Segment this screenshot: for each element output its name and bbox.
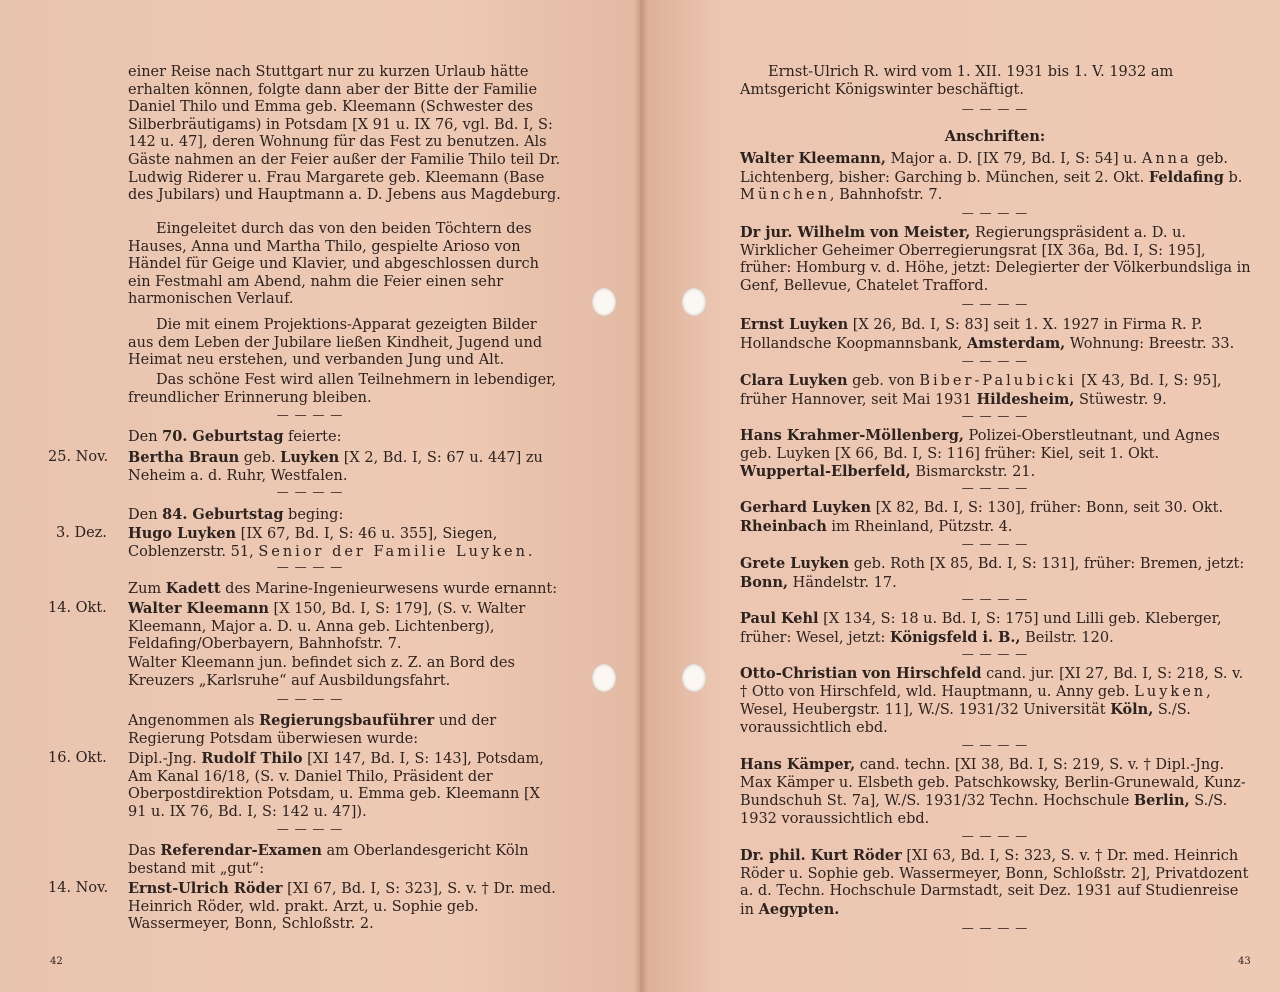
paragraph-text: Das schöne Fest wird allen Teilnehmern in lebendiger, freundlicher Erinnerung bleiben. <box>128 372 557 406</box>
person-name: Ernst Luyken <box>740 316 849 333</box>
address-entry <box>740 224 1252 295</box>
entry-intro <box>128 580 562 599</box>
text: [X 134, S: 18 u. Bd. I, S: 175] und Lilli geb. Kleberger, früher: Wesel, jetzt: <box>740 611 1222 646</box>
entry-body <box>128 880 562 934</box>
text: Beilstr. 120. <box>1020 629 1114 646</box>
entry-body <box>128 449 562 485</box>
address-entry <box>740 555 1252 592</box>
place-name: Amsterdam, <box>966 334 1066 352</box>
separator: — — — — <box>961 647 1029 661</box>
text: geb. <box>239 450 281 466</box>
person-name: Clara Luyken <box>740 372 848 389</box>
text: Major a. D. [IX 79, Bd. I, S: 54] u. <box>885 151 1142 167</box>
text: Senior der Familie Luyken. <box>258 543 536 560</box>
address-entry <box>740 150 1252 205</box>
person-name: Bertha Braun <box>128 449 240 466</box>
person-name: Hugo Luyken <box>128 525 237 542</box>
text: Polizei-Oberstleutnant, und Agnes geb. Luyken [X 66, Bd. I, S: 116] früher: Kiel, seit 1. Okt. <box>740 428 1220 462</box>
text: am Oberlandesgericht Köln bestand mit „gut“: <box>128 843 529 877</box>
text: [X 82, Bd. I, S: 130], früher: Bonn, seit 30. Okt. <box>871 500 1224 516</box>
text: Walter Kleemann jun. befindet sich z. Z. an Bord des Kreuzers „Karlsruhe“ auf Ausbildungsfahrt. <box>128 655 515 689</box>
text: Wohnung: Breestr. 33. <box>1065 335 1235 352</box>
separator: — — — — <box>961 738 1029 752</box>
person-name: Hans Kämper, <box>740 756 856 773</box>
entry-body <box>128 750 562 821</box>
text: im Rheinland, Pützstr. 4. <box>826 518 1013 535</box>
separator: — — — — <box>961 921 1029 935</box>
text: Das <box>128 843 161 859</box>
place-name: Bonn, <box>740 573 789 591</box>
entry-note <box>128 655 562 690</box>
person-name: Gerhard Luyken <box>740 499 871 516</box>
text: , Bahnhofstr. 7. <box>829 187 943 204</box>
separator: — — — — <box>961 206 1029 220</box>
separator: — — — — <box>961 297 1029 311</box>
text: Bismarckstr. 21. <box>910 464 1036 481</box>
place-name: Rheinbach <box>740 517 827 535</box>
left-para-3 <box>128 317 562 370</box>
separator: — — — — <box>276 485 344 499</box>
address-entry <box>740 610 1252 647</box>
left-para-2 <box>128 221 562 309</box>
right-page <box>640 0 1280 992</box>
entry-body <box>128 525 562 561</box>
text: Stüwestr. 9. <box>1074 391 1167 408</box>
text: Händelstr. 17. <box>788 574 897 591</box>
person-name: Hans Krahmer-Möllenberg, <box>740 427 964 444</box>
family-name: Luyken <box>280 449 340 466</box>
person-name: Otto-Christian von Hirschfeld <box>740 665 982 682</box>
text: Anna <box>1141 151 1192 167</box>
person-name: Dr. phil. Kurt Röder <box>740 847 902 864</box>
text: [XI 63, Bd. I, S: 323, S. v. † Dr. med. Heinrich Röder u. Sophie geb. Wassermeyer, Bonn, Schloßstr. 2], Privatdozent a. d. Techn. Hochschule Darmstadt, seit Dez. 1931 auf Studienreise in <box>740 848 1249 918</box>
text: Biber-Palubicki <box>919 373 1077 389</box>
book-gutter <box>634 0 648 992</box>
text: geb. von <box>847 373 920 389</box>
punch-hole <box>682 288 706 316</box>
event-label: 70. Geburtstag <box>162 428 284 445</box>
text: [XI 67, Bd. I, S: 323], S. v. † Dr. med. Heinrich Röder, wld. prakt. Arzt, u. Sophie geb. Wassermeyer, Bonn, Schloßstr. 2. <box>128 881 556 933</box>
entry-body <box>128 600 562 654</box>
address-entry <box>740 499 1252 536</box>
text: Angenommen als <box>128 713 260 729</box>
person-name: Dr jur. Wilhelm von Meister, <box>740 224 971 241</box>
text: und der Regierung Potsdam überwiesen wurde: <box>128 713 497 747</box>
text: Den <box>128 507 163 523</box>
page-number: 43 <box>1238 956 1251 967</box>
place-name: Aegypten. <box>758 900 840 918</box>
entry-intro <box>128 712 562 748</box>
text: Zum <box>128 581 166 597</box>
text: München <box>740 187 830 204</box>
separator: — — — — <box>961 592 1029 606</box>
place-name: Köln, <box>1110 701 1154 719</box>
text: Dipl.-Jng. <box>128 751 202 767</box>
place-name: Berlin, <box>1133 792 1190 810</box>
text: S./S. 1932 voraussichtlich ebd. <box>740 793 1228 827</box>
left-para-1 <box>128 64 562 205</box>
person-name: Paul Kehl <box>740 610 819 627</box>
person-name: Rudolf Thilo <box>201 750 303 767</box>
text: [X 2, Bd. I, S: 67 u. 447] zu Neheim a. d. Ruhr, Westfalen. <box>128 450 543 484</box>
text: feierte: <box>283 429 342 445</box>
text: b. <box>1223 169 1243 186</box>
paragraph-text: einer Reise nach Stuttgart nur zu kurzen Urlaub hätte erhalten können, folgte dann aber der Bitte der Familie Daniel Thilo und Emma geb. Kleemann (Schwester des Silberbräutigams) in Potsdam [X 91 u. IX 76, vgl. Bd. I, S: 142 u. 47], deren Wohnung für das Fest zu benutzen. Als Gäste nahmen an der Feier außer der Familie Thilo teil Dr. Ludwig Riderer u. Frau Margarete geb. Kleemann (Base des Jubilars) und Hauptmann a. D. Jebens aus Magdeburg. <box>128 64 561 204</box>
separator: — — — — <box>276 692 344 706</box>
text: S./S. voraussichtlich ebd. <box>740 702 1191 736</box>
event-label: Kadett <box>165 580 221 597</box>
address-entry <box>740 665 1252 737</box>
entry-intro <box>128 428 562 447</box>
text: beging: <box>283 507 344 523</box>
text: des Marine-Ingenieurwesens wurde ernannt: <box>220 581 558 597</box>
entry-date: 14. Nov. <box>48 880 109 896</box>
text: Regierungspräsident a. D. u. Wirklicher Geheimer Oberregierungsrat [IX 36a, Bd. I, S: 195], früher: Homburg v. d. Höhe, jetzt: Delegierter der Völkerbundsliga in Genf, Bellevue, Chatelet Trafford. <box>740 225 1251 294</box>
text: [X 26, Bd. I, S: 83] seit 1. X. 1927 in Firma R. P. Hollandsche Koopmannsbank, <box>740 317 1203 352</box>
entry-intro <box>128 842 562 878</box>
punch-hole <box>592 664 616 692</box>
place-name: Königsfeld i. B., <box>890 628 1021 646</box>
address-entry <box>740 756 1252 828</box>
address-entry <box>740 372 1252 409</box>
place-name: Hildesheim, <box>976 390 1075 408</box>
punch-hole <box>682 664 706 692</box>
text: cand. jur. [XI 27, Bd. I, S: 218, S. v. † Otto von Hirschfeld, wld. Hauptmann, u. Anny geb. <box>740 666 1244 700</box>
text: Ernst-Ulrich R. wird vom 1. XII. 1931 bis 1. V. 1932 am Amtsgericht Königswinter beschäftigt. <box>740 64 1174 98</box>
right-intro <box>740 64 1252 99</box>
text: [X 150, Bd. I, S: 179], (S. v. Walter Kleemann, Major a. D. u. Anna geb. Lichtenberg), Feldafing/Oberbayern, Bahnhofstr. 7. <box>128 601 526 653</box>
event-label: Referendar-Examen <box>160 842 322 859</box>
event-label: 84. Geburtstag <box>162 506 284 523</box>
text: geb. Roth [X 85, Bd. I, S: 131], früher: Bremen, jetzt: <box>849 556 1245 572</box>
text: Luyken <box>1134 683 1207 700</box>
text: [XI 147, Bd. I, S: 143], Potsdam, Am Kanal 16/18, (S. v. Daniel Thilo, Präsident der Oberpostdirektion Potsdam, u. Emma geb. Kleemann [X 91 u. IX 76, Bd. I, S: 142 u. 47]). <box>128 751 544 820</box>
entry-date: 16. Okt. <box>48 750 107 766</box>
paragraph-text: Eingeleitet durch das von den beiden Töchtern des Hauses, Anna und Martha Thilo, gespielte Arioso von Händel für Geige und Klavier, und abgeschlossen durch ein Festmahl am Abend, nahm die Feier einen sehr harmonischen Verlauf. <box>128 221 539 308</box>
separator: — — — — <box>961 537 1029 551</box>
separator: — — — — <box>961 829 1029 843</box>
text: Den <box>128 429 163 445</box>
text: geb. Lichtenberg, bisher: Garching b. München, seit 2. Okt. <box>740 151 1229 186</box>
separator: — — — — <box>961 354 1029 368</box>
address-entry <box>740 847 1252 919</box>
separator: — — — — <box>276 408 344 422</box>
entry-date: 14. Okt. <box>48 600 107 616</box>
text: , Wesel, Heubergstr. 11], W./S. 1931/32 Universität <box>740 683 1211 719</box>
separator: — — — — <box>961 409 1029 423</box>
address-entry <box>740 316 1252 353</box>
punch-hole <box>592 288 616 316</box>
address-entry <box>740 427 1252 482</box>
entry-intro <box>128 506 562 525</box>
paragraph-text: Die mit einem Projektions-Apparat gezeigten Bilder aus dem Leben der Jubilare ließen Kindheit, Jugend und Heimat neu erstehen, und verbanden Jung und Alt. <box>128 317 543 369</box>
text: [IX 67, Bd. I, S: 46 u. 355], Siegen, Coblenzerstr. 51, <box>128 526 498 560</box>
page-number: 42 <box>50 956 63 967</box>
separator: — — — — <box>961 102 1029 116</box>
person-name: Grete Luyken <box>740 555 850 572</box>
place-name: Feldafing <box>1148 168 1224 186</box>
separator: — — — — <box>276 822 344 836</box>
person-name: Ernst-Ulrich Röder <box>128 880 283 897</box>
person-name: Walter Kleemann <box>128 600 269 617</box>
entry-date: 25. Nov. <box>48 449 109 465</box>
person-name: Walter Kleemann, <box>740 150 886 167</box>
text: cand. techn. [XI 38, Bd. I, S: 219, S. v. † Dipl.-Jng. Max Kämper u. Elsbeth geb. Patschkowsky, Berlin-Grunewald, Kunz-Bundschuh St. 7a], W./S. 1931/32 Techn. Hochschule <box>740 757 1246 810</box>
left-para-4 <box>128 372 562 407</box>
text: [X 43, Bd. I, S: 95], früher Hannover, seit Mai 1931 <box>740 373 1222 408</box>
place-name: Wuppertal-Elberfeld, <box>740 463 911 481</box>
separator: — — — — <box>961 481 1029 495</box>
section-heading: Anschriften: <box>944 128 1046 145</box>
entry-date: 3. Dez. <box>56 525 107 541</box>
event-label: Regierungsbauführer <box>259 712 435 729</box>
separator: — — — — <box>276 560 344 574</box>
